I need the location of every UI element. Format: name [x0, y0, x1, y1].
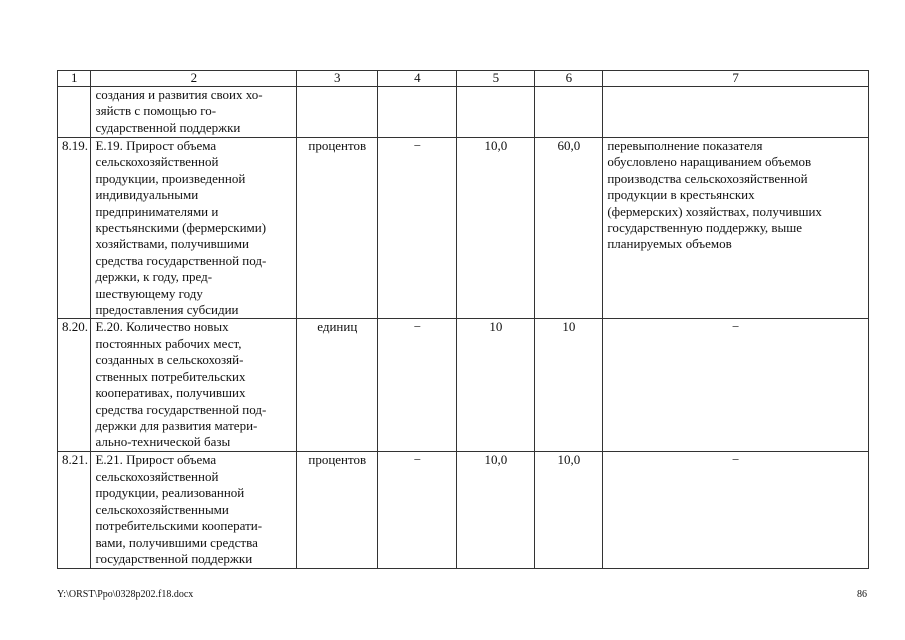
indicator-name: создания и развития своих хо- зяйств с помощью го- сударственной поддержки	[91, 87, 297, 138]
header-cell: 1	[58, 71, 91, 87]
table-row	[58, 452, 869, 569]
unit-cell: процентов	[297, 452, 378, 569]
indicators-table	[57, 70, 869, 569]
value-cell: 10,0	[535, 452, 603, 569]
value-cell	[535, 87, 603, 138]
table-row	[58, 138, 869, 319]
row-number: 8.19.	[58, 138, 91, 319]
page-number: 86	[857, 589, 867, 600]
header-cell: 4	[378, 71, 457, 87]
unit-cell	[297, 87, 378, 138]
indicator-name: Е.21. Прирост объема сельскохозяйственной продукции, реализованной сельскохозяйственными потребительскими кооперати- вами, получившими средства государственной поддержки	[91, 452, 297, 569]
indicator-name: Е.20. Количество новых постоянных рабочих мест, созданных в сельскохозяй- ственных потребительских кооперативах, получивших средства государственной под- держки для развития матери- ально-технической базы	[91, 319, 297, 452]
value-cell: 60,0	[535, 138, 603, 319]
row-number	[58, 87, 91, 138]
note-cell	[603, 87, 869, 138]
note-cell: −	[603, 452, 869, 569]
value-cell: −	[378, 138, 457, 319]
note-cell: перевыполнение показателя обусловлено наращиванием объемов производства сельскохозяйственной продукции в крестьянских (фермерских) хозяйствах, получивших государственную поддержку, выше планируемых объемов	[603, 138, 869, 319]
footer-file-path: Y:\ORST\Ppo\0328p202.f18.docx	[57, 589, 194, 600]
table-row	[58, 87, 869, 138]
value-cell: 10	[457, 319, 535, 452]
value-cell	[378, 87, 457, 138]
indicator-name: Е.19. Прирост объема сельскохозяйственной продукции, произведенной индивидуальными предпринимателями и крестьянскими (фермерскими) хозяйствами, получившими средства государственной под- держки, к году, пред- шествующему году предоставления субсидии	[91, 138, 297, 319]
table-row	[58, 319, 869, 452]
header-cell: 6	[535, 71, 603, 87]
value-cell: −	[378, 319, 457, 452]
row-number: 8.21.	[58, 452, 91, 569]
header-cell: 3	[297, 71, 378, 87]
unit-cell: единиц	[297, 319, 378, 452]
header-cell: 7	[603, 71, 869, 87]
value-cell: −	[378, 452, 457, 569]
value-cell	[457, 87, 535, 138]
unit-cell: процентов	[297, 138, 378, 319]
value-cell: 10,0	[457, 452, 535, 569]
row-number: 8.20.	[58, 319, 91, 452]
value-cell: 10	[535, 319, 603, 452]
value-cell: 10,0	[457, 138, 535, 319]
header-cell: 5	[457, 71, 535, 87]
note-cell: −	[603, 319, 869, 452]
header-row	[58, 71, 869, 87]
header-cell: 2	[91, 71, 297, 87]
